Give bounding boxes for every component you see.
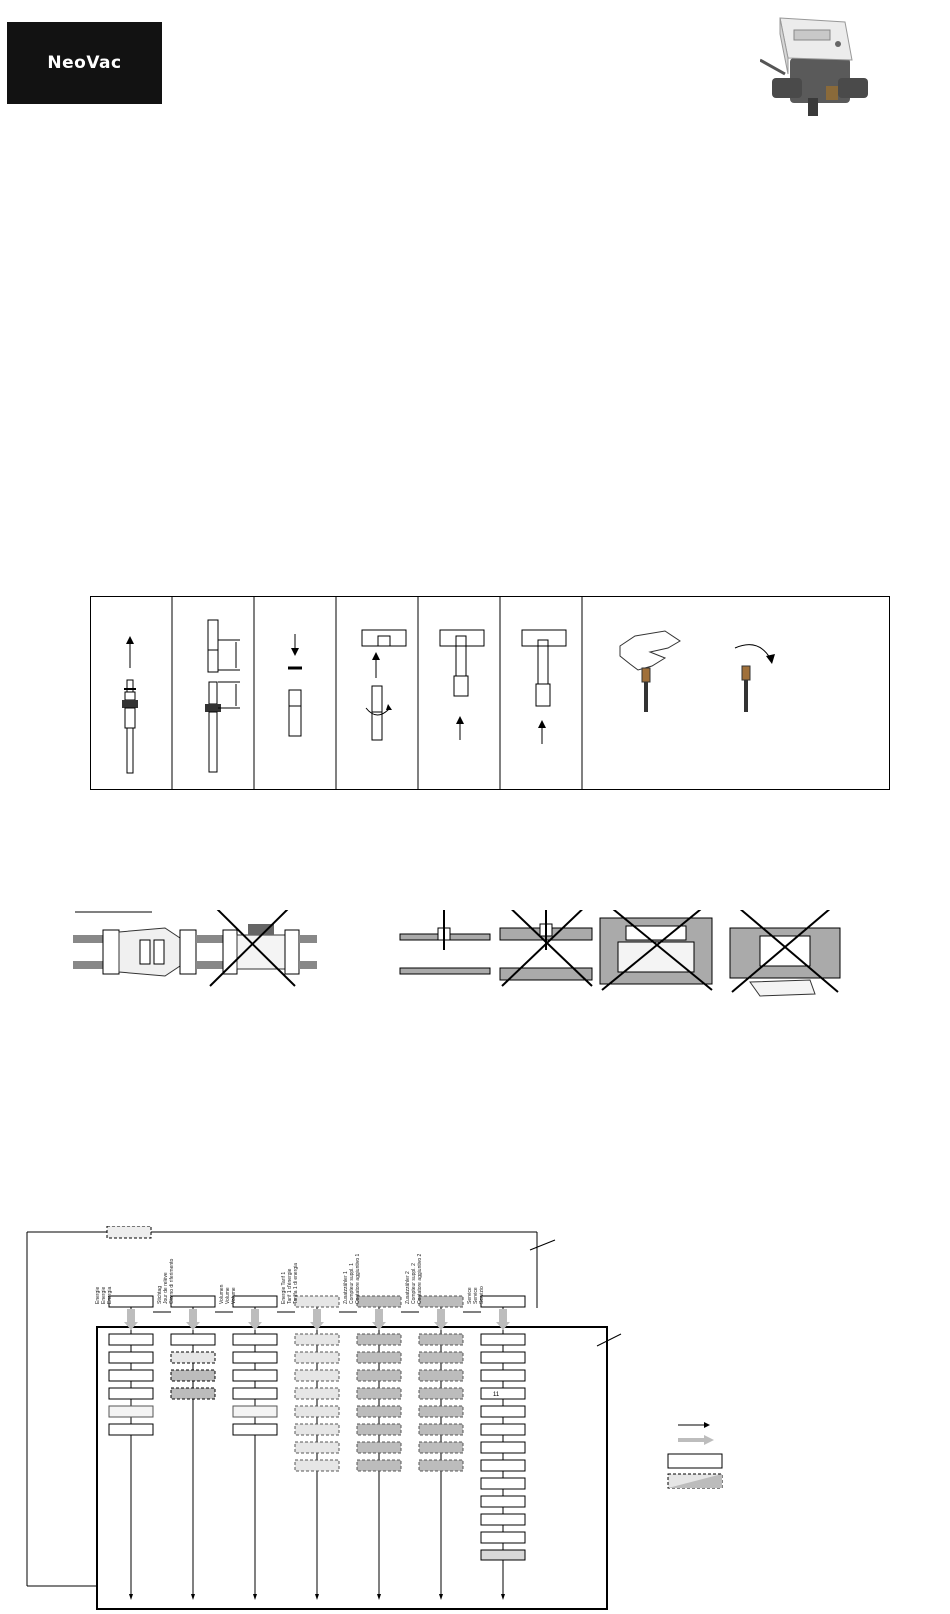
menu-box-counter1-7 xyxy=(357,1424,401,1435)
menu-column-label-line: Contatore aggiuntivo 1 xyxy=(355,1253,361,1304)
menu-box-counter2-8 xyxy=(419,1442,463,1453)
step-4-figure xyxy=(362,630,406,740)
step-1-figure xyxy=(122,636,138,773)
meter-wrong-position-2 xyxy=(600,910,712,990)
menu-box-counter2-1 xyxy=(419,1296,463,1307)
menu-box-tariff-6 xyxy=(295,1406,339,1417)
step-5-figure xyxy=(440,630,484,740)
menu-box-counter2-6 xyxy=(419,1406,463,1417)
menu-box-counter1-8 xyxy=(357,1442,401,1453)
correct-position-meter xyxy=(73,928,214,976)
menu-column-label-line: Stichtag xyxy=(157,1285,163,1304)
menu-box-due-date-2 xyxy=(171,1334,215,1345)
step-2-figure xyxy=(205,620,240,772)
menu-box-counter1-2 xyxy=(357,1334,401,1345)
menu-box-volume-4 xyxy=(233,1370,277,1381)
menu-box-service-7 xyxy=(481,1424,525,1435)
menu-box-due-date-5 xyxy=(171,1388,215,1399)
menu-column-label-line: Volume xyxy=(231,1287,237,1304)
menu-box-volume-1 xyxy=(233,1296,277,1307)
menu-column-label-line: Energie Tarif 1 xyxy=(281,1271,287,1304)
menu-box-due-date-4 xyxy=(171,1370,215,1381)
heat-meter-image xyxy=(760,8,900,128)
menu-column-label-line: Energie xyxy=(101,1286,107,1304)
neovac-logo xyxy=(7,22,162,104)
menu-box-tariff-8 xyxy=(295,1442,339,1453)
menu-box-tariff-1 xyxy=(295,1296,339,1307)
menu-box-service-1 xyxy=(481,1296,525,1307)
menu-box-tariff-4 xyxy=(295,1370,339,1381)
menu-column-label-counter1 xyxy=(343,1254,361,1304)
menu-column-label-line: Tariffa 1 di energia xyxy=(293,1262,299,1304)
menu-box-due-date-3 xyxy=(171,1352,215,1363)
menu-column-label-line: Zusatzzähler 1 xyxy=(343,1271,349,1304)
menu-column-label-line: Jour de relève xyxy=(163,1272,169,1304)
menu-box-tariff-5 xyxy=(295,1388,339,1399)
menu-box-energy-4 xyxy=(109,1370,153,1381)
menu-column-label-line: Servizio xyxy=(479,1286,485,1304)
menu-box-counter1-5 xyxy=(357,1388,401,1399)
menu-column-label-line: Service xyxy=(473,1287,479,1304)
step-6-figure xyxy=(522,630,566,744)
menu-column-label-tariff xyxy=(281,1263,299,1304)
menu-box-tariff-3 xyxy=(295,1352,339,1363)
wrong-position-meter xyxy=(205,910,317,986)
sensor-wrong-position-1 xyxy=(500,910,592,986)
menu-box-counter1-9 xyxy=(357,1460,401,1471)
menu-column-label-line: Zusatzzähler 2 xyxy=(405,1271,411,1304)
menu-box-tariff-7 xyxy=(295,1424,339,1435)
menu-column-label-due-date xyxy=(157,1259,175,1304)
menu-box-counter2-9 xyxy=(419,1460,463,1471)
menu-column-label-line: Tarif 1 d'énergie xyxy=(287,1268,293,1304)
menu-box-volume-3 xyxy=(233,1352,277,1363)
menu-box-tariff-9 xyxy=(295,1460,339,1471)
menu-box-energy-7 xyxy=(109,1424,153,1435)
menu-box-counter2-4 xyxy=(419,1370,463,1381)
menu-box-energy-3 xyxy=(109,1352,153,1363)
menu-box-service-12 xyxy=(481,1514,525,1525)
menu-box-service-3 xyxy=(481,1352,525,1363)
step-7-figure xyxy=(620,631,775,712)
menu-box-counter2-7 xyxy=(419,1424,463,1435)
installation-steps-panel xyxy=(90,596,890,790)
menu-legend xyxy=(660,1420,770,1490)
logo-text: NeoVac xyxy=(47,53,122,73)
menu-box-service-10 xyxy=(481,1478,525,1489)
meter-wrong-position-3 xyxy=(730,910,840,996)
menu-column-label-line: Energie xyxy=(95,1286,101,1304)
service-extra-mark: 11 xyxy=(493,1392,500,1398)
menu-box-service-13 xyxy=(481,1532,525,1543)
menu-box-due-date-1 xyxy=(171,1296,215,1307)
menu-column-label-line: Volume xyxy=(225,1287,231,1304)
menu-box-service-9 xyxy=(481,1460,525,1471)
menu-box-volume-2 xyxy=(233,1334,277,1345)
menu-column-label-line: Volumen xyxy=(219,1284,225,1304)
menu-box-counter2-2 xyxy=(419,1334,463,1345)
menu-box-volume-7 xyxy=(233,1424,277,1435)
step-3-figure xyxy=(288,634,302,736)
mounting-position-figures xyxy=(70,910,900,1035)
menu-column-label-line: Service xyxy=(467,1287,473,1304)
menu-box-service-4 xyxy=(481,1370,525,1381)
menu-column-label-line: Compteur suppl. 1 xyxy=(349,1263,355,1304)
menu-box-counter2-5 xyxy=(419,1388,463,1399)
menu-box-counter1-1 xyxy=(357,1296,401,1307)
menu-box-service-11 xyxy=(481,1496,525,1507)
menu-box-energy-6 xyxy=(109,1406,153,1417)
service-display-strip xyxy=(481,1550,525,1560)
menu-box-service-5 xyxy=(481,1388,525,1399)
menu-box-counter2-3 xyxy=(419,1352,463,1363)
menu-box-energy-5 xyxy=(109,1388,153,1399)
sensor-correct-position xyxy=(400,910,490,974)
menu-column-label-counter2 xyxy=(405,1254,423,1304)
menu-column-label-line: Giorno di riferimento xyxy=(169,1258,175,1304)
menu-column-label-energy xyxy=(95,1287,113,1304)
menu-box-counter1-6 xyxy=(357,1406,401,1417)
menu-box-volume-5 xyxy=(233,1388,277,1399)
menu-box-service-8 xyxy=(481,1442,525,1453)
menu-column-label-line: Compteur suppl. 2 xyxy=(411,1263,417,1304)
menu-box-energy-1 xyxy=(109,1296,153,1307)
menu-column-label-volume xyxy=(219,1285,237,1304)
menu-box-counter1-3 xyxy=(357,1352,401,1363)
menu-box-service-6 xyxy=(481,1406,525,1417)
menu-box-counter1-4 xyxy=(357,1370,401,1381)
menu-structure-diagram xyxy=(25,1226,635,1611)
menu-column-label-line: Contatore aggiuntivo 2 xyxy=(417,1253,423,1304)
menu-column-label-line: Energia xyxy=(107,1286,113,1304)
menu-box-service-2 xyxy=(481,1334,525,1345)
menu-box-energy-2 xyxy=(109,1334,153,1345)
menu-box-volume-6 xyxy=(233,1406,277,1417)
menu-column-label-service xyxy=(467,1286,485,1304)
menu-box-tariff-2 xyxy=(295,1334,339,1345)
